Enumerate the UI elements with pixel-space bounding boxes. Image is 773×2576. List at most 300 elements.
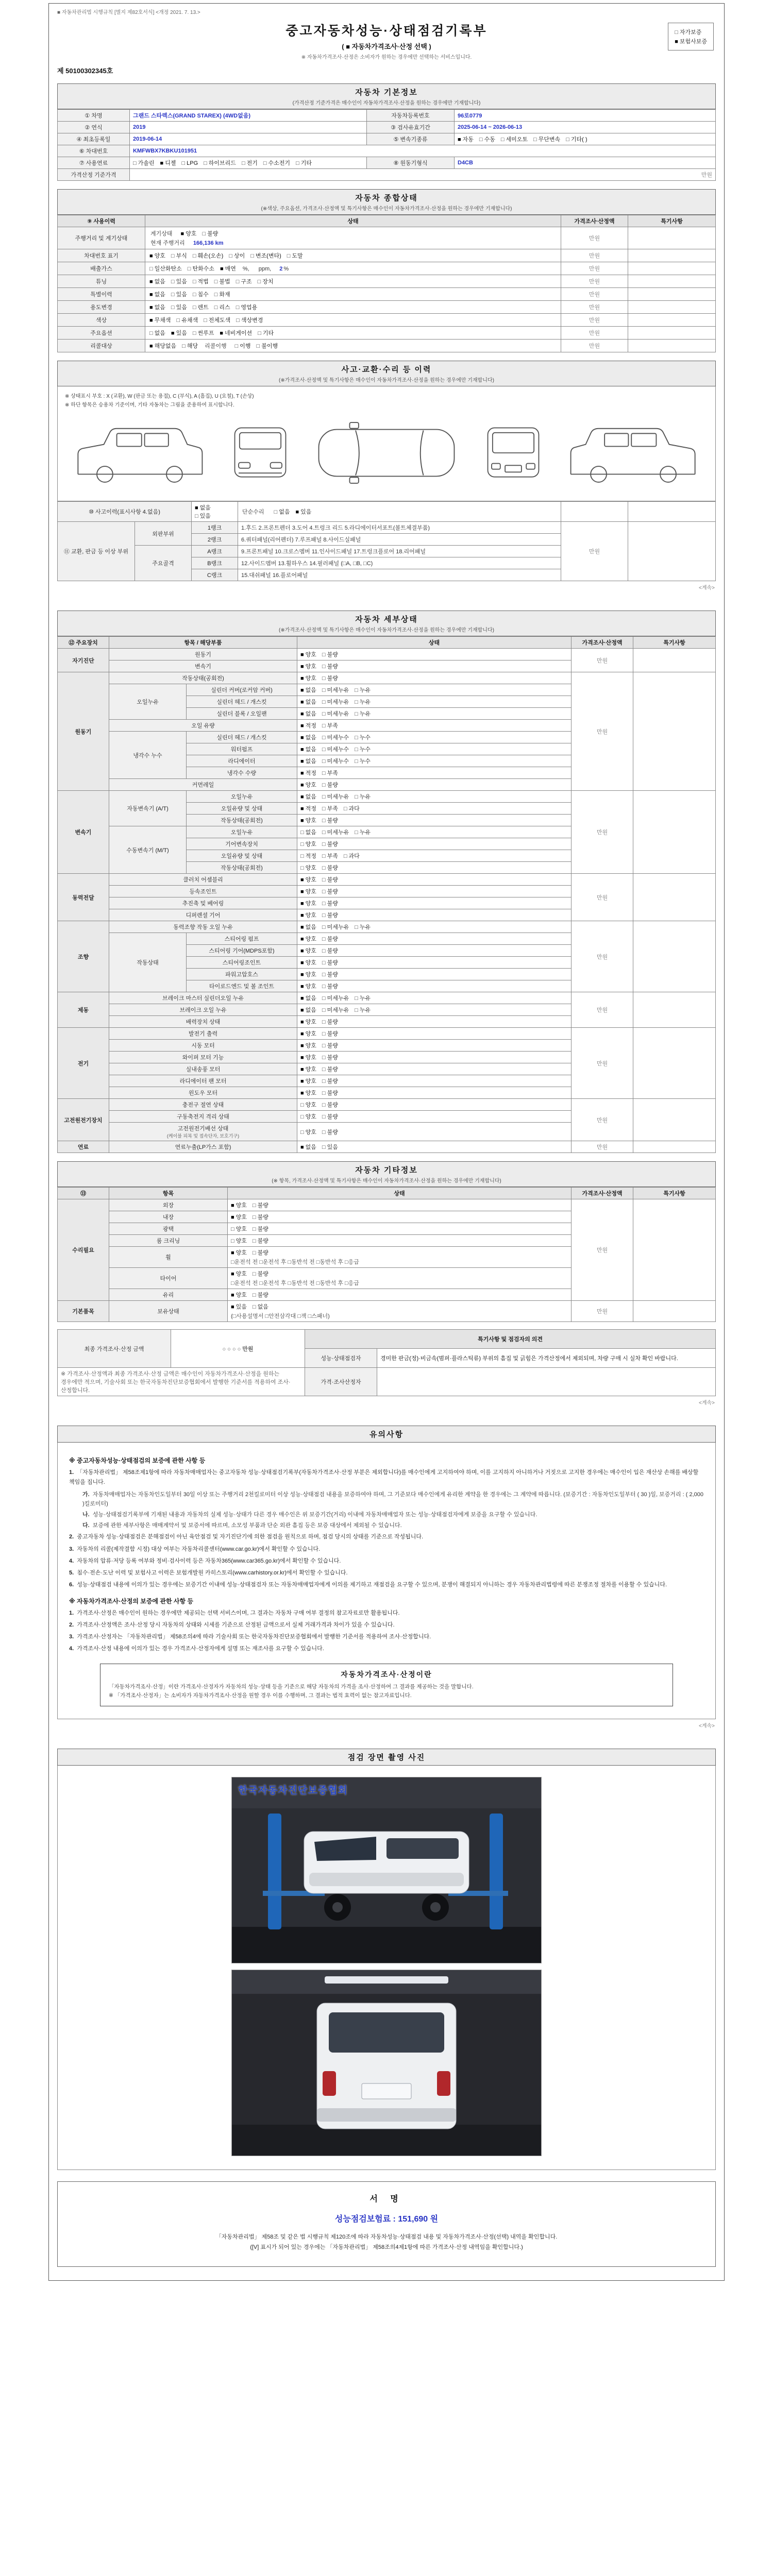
note-cell bbox=[633, 1099, 716, 1141]
section-accident-caption: (※가격조사·산정액 및 특기사항은 매수인이 자동차가격조사·산정을 원하는 경우에만 기재합니다) bbox=[279, 378, 494, 383]
option-group bbox=[300, 1043, 344, 1049]
checkbox: □ bbox=[187, 266, 191, 272]
checkbox: □ bbox=[355, 829, 358, 836]
note-cell bbox=[628, 314, 716, 327]
table-row bbox=[58, 110, 716, 122]
checkbox-option bbox=[193, 292, 209, 298]
option-group bbox=[300, 1031, 344, 1037]
summary-col-amount: 가격조사·산정액 bbox=[561, 215, 628, 227]
checkbox-option bbox=[231, 1271, 247, 1277]
base-price-value: 만원 bbox=[130, 169, 716, 181]
checkbox: ■ bbox=[300, 889, 304, 895]
summary-col-item: ⑨ 사용이력 bbox=[58, 215, 145, 227]
checkbox-option bbox=[300, 972, 316, 978]
item-label bbox=[109, 1099, 297, 1111]
option-label: 적정 bbox=[305, 806, 316, 812]
checkbox: ■ bbox=[300, 984, 304, 990]
option-label: 누수 bbox=[359, 747, 371, 753]
checkbox-option bbox=[171, 330, 187, 336]
state-cell bbox=[228, 1268, 572, 1289]
option-label: 영업용 bbox=[241, 304, 258, 311]
item-label-text: 원동기 bbox=[195, 652, 211, 658]
option-label: 있음 bbox=[300, 509, 312, 515]
subitem-label: 스티어링조인트 bbox=[187, 957, 297, 969]
checkbox-option bbox=[300, 699, 316, 705]
option-label: 누유 bbox=[359, 687, 371, 693]
option-label: 훼손(오손) bbox=[197, 253, 224, 259]
item-label bbox=[109, 720, 297, 732]
continue-mark: <계속> bbox=[699, 585, 715, 591]
detail-row bbox=[58, 791, 716, 803]
checkbox: □ bbox=[675, 29, 678, 36]
option-label: 적정 bbox=[305, 770, 316, 776]
notice-number: 2. bbox=[69, 1621, 74, 1628]
option-label: 일산화탄소 bbox=[154, 266, 182, 272]
note-cell bbox=[633, 649, 716, 672]
item-label bbox=[109, 649, 297, 660]
checkbox-option bbox=[355, 699, 371, 705]
checkbox-option bbox=[322, 877, 338, 883]
state-cell bbox=[145, 249, 561, 262]
checkbox: □ bbox=[322, 829, 326, 836]
checkbox-option bbox=[322, 829, 349, 836]
checkbox: □ bbox=[322, 1019, 326, 1025]
static-text: %, bbox=[242, 266, 249, 272]
option-group bbox=[300, 1102, 344, 1108]
checkbox-option bbox=[149, 330, 165, 336]
option-label: 미세누유 bbox=[327, 1007, 349, 1013]
state-line bbox=[148, 315, 558, 325]
option-group bbox=[149, 330, 193, 336]
continue-mark: <계속> bbox=[699, 1400, 715, 1406]
checkbox: □ bbox=[252, 1214, 256, 1221]
group-label: 기본품목 bbox=[58, 1301, 109, 1322]
item-label bbox=[109, 1211, 228, 1223]
car-diagrams bbox=[65, 409, 708, 499]
group-label: 고전원전기장치 bbox=[58, 1099, 109, 1141]
inspection-fee bbox=[73, 2212, 700, 2224]
checkbox-option bbox=[287, 253, 303, 259]
item-label bbox=[109, 1087, 297, 1099]
table-header-row bbox=[58, 1188, 716, 1199]
checkbox-option bbox=[181, 231, 197, 237]
checkbox: □ bbox=[252, 1304, 256, 1310]
detail-col-state: 상태 bbox=[297, 637, 572, 649]
notice-subtext: 자동차매매업자는 자동차인도일부터 30일 이상 또는 주행거리 2천킬로미터 이상 성능·상태점검 내용을 보증하여야 하며, 그 기준보다 매수인에게 유리한 계약을 한 경우에는 그 계약에 따릅니다. (보증기간 : 자동차인도일부터 ( 30 )일, 보증거리 : ( 2,000 )킬로미터) bbox=[82, 1491, 703, 1507]
extra-options: □운전석 전 □운전석 후 □동반석 전 □동반석 후 □응급 bbox=[231, 1259, 359, 1265]
checkbox: ■ bbox=[300, 936, 304, 942]
item-sublabel: (케이블 피복 및 접속단자, 보호기구) bbox=[166, 1133, 240, 1139]
section-detail-caption: (※가격조사·산정액 및 특기사항은 매수인이 자동차가격조사·산정을 원하는 경우에만 기재합니다) bbox=[279, 628, 494, 633]
checkbox: □ bbox=[322, 960, 326, 966]
checkbox-option bbox=[202, 231, 218, 237]
state-line bbox=[148, 302, 558, 312]
checkbox: □ bbox=[322, 687, 326, 693]
state-cell bbox=[297, 708, 572, 720]
option-label: 리스 bbox=[219, 304, 230, 311]
checkbox: ■ bbox=[231, 1304, 234, 1310]
note-cell bbox=[633, 1141, 716, 1153]
checkbox-option bbox=[300, 912, 316, 919]
checkbox: □ bbox=[322, 747, 326, 753]
checkbox-option bbox=[322, 995, 349, 1002]
option-label: 양호 bbox=[236, 1226, 247, 1232]
option-label: 세미오토 bbox=[506, 137, 528, 143]
checkbox: □ bbox=[133, 160, 137, 166]
option-label: 변조(변타) bbox=[255, 253, 281, 259]
option-label: 불량 bbox=[327, 877, 338, 883]
option-label: 디젤 bbox=[165, 160, 176, 166]
checkbox-option bbox=[296, 160, 312, 166]
header-note: ※ 자동차가격조사·산정은 소비자가 원하는 경우에만 선택하는 서비스입니다. bbox=[301, 55, 472, 60]
summary-row bbox=[58, 275, 716, 288]
option-label: 해당 bbox=[187, 343, 198, 349]
item-label bbox=[109, 1235, 228, 1247]
final-price-note: ※ 가격조사·산정액과 최종 가격조사·산정 금액은 매수인이 자동차가격조사·산정을 원하는 경우에만 적으며, 기술사회 또는 한국자동차진단보증협회에서 발행한 기준서를 적용하여 조사·산정합니다. bbox=[58, 1368, 305, 1396]
static-text: % bbox=[283, 266, 289, 272]
checkbox-option bbox=[229, 253, 245, 259]
group-label: 제동 bbox=[58, 992, 109, 1028]
checkbox: □ bbox=[500, 137, 505, 143]
state-cell bbox=[297, 933, 572, 945]
checkbox: □ bbox=[322, 1007, 326, 1013]
amount-cell: 만원 bbox=[572, 1141, 633, 1153]
state-cell bbox=[297, 791, 572, 803]
option-group bbox=[300, 1114, 344, 1120]
checkbox-option bbox=[182, 343, 198, 349]
subitem-label: 라디에이터 bbox=[187, 755, 297, 767]
item-label: 특별이력 bbox=[58, 288, 145, 301]
checkbox: ■ bbox=[300, 1007, 304, 1013]
accident-history-options bbox=[192, 502, 238, 522]
checkbox: ■ bbox=[300, 664, 304, 670]
accident-history-label: ⑩ 사고이력(표시사항 4.없음) bbox=[58, 502, 192, 522]
state-cell bbox=[297, 957, 572, 969]
item-label-text: 브레이크 마스터 실린더오일 누유 bbox=[162, 995, 244, 1002]
option-label: 없음 bbox=[305, 735, 316, 741]
checkbox: ■ bbox=[300, 723, 304, 729]
static-text: 현재 주행거리 bbox=[150, 240, 185, 246]
checkbox-option bbox=[242, 160, 258, 166]
option-group bbox=[300, 794, 376, 800]
checkbox-option bbox=[533, 137, 560, 143]
note-cell bbox=[633, 791, 716, 874]
option-label: 미세누유 bbox=[327, 829, 349, 836]
option-label: 양호 bbox=[236, 1250, 247, 1256]
rank-row bbox=[58, 522, 716, 534]
notice-text: 침수·전손·도난 이력 및 보험사고 이력은 보험개발원 카히스토리(www.carhistory.or.kr)에서 확인할 수 있습니다. bbox=[77, 1570, 348, 1576]
checkbox-option bbox=[300, 652, 316, 658]
option-group bbox=[300, 687, 376, 693]
simple-repair-cell bbox=[238, 502, 561, 522]
checkbox-option bbox=[322, 711, 349, 717]
option-label: 없음 bbox=[305, 829, 316, 836]
checkbox-option bbox=[300, 782, 316, 788]
option-group bbox=[300, 652, 344, 658]
option-group bbox=[300, 972, 344, 978]
option-label: 있음 bbox=[176, 292, 187, 298]
item-label bbox=[109, 779, 297, 791]
item-label: 배출가스 bbox=[58, 262, 145, 275]
checkbox-option bbox=[236, 279, 252, 285]
checkbox: □ bbox=[322, 984, 326, 990]
state-cell bbox=[297, 874, 572, 886]
item-label-text: 오일누유 bbox=[137, 699, 159, 705]
checkbox-option bbox=[322, 735, 349, 741]
checkbox: □ bbox=[192, 330, 196, 336]
notice-number: 2. bbox=[69, 1534, 74, 1540]
section-etc-header bbox=[57, 1161, 716, 1187]
subitem-label: 실린더 헤드 / 개스킷 bbox=[187, 732, 297, 743]
checkbox: ■ bbox=[149, 317, 153, 324]
option-label: 수동 bbox=[484, 137, 495, 143]
price-definition-title: 자동차가격조사·산정이란 bbox=[341, 1670, 432, 1679]
item-label bbox=[109, 1040, 297, 1052]
amount-cell: 만원 bbox=[572, 1301, 633, 1322]
notice-heading: ※ 자동차가격조사·산정의 보증에 관한 사항 등 bbox=[69, 1597, 193, 1605]
checkbox-option bbox=[204, 160, 236, 166]
checkbox: □ bbox=[258, 330, 261, 336]
checkbox-option bbox=[501, 137, 528, 143]
summary-table bbox=[57, 215, 716, 352]
state-line bbox=[148, 251, 558, 260]
year-value: 2019 bbox=[130, 122, 367, 133]
rank-items: 1.후드 2.프론트펜더 3.도어 4.트렁크 리드 5.라디에이터서포트(볼트체결부품) bbox=[238, 522, 561, 534]
option-label: 장치 bbox=[262, 279, 274, 285]
notice-item bbox=[69, 1556, 704, 1566]
section-summary-title: 자동차 종합상태 bbox=[355, 194, 418, 202]
summary-row bbox=[58, 314, 716, 327]
option-group bbox=[193, 304, 263, 311]
state-cell bbox=[297, 1099, 572, 1111]
option-label: 있음 bbox=[327, 1144, 338, 1150]
checkbox-option bbox=[322, 1144, 338, 1150]
option-group bbox=[300, 758, 376, 765]
document-header bbox=[57, 15, 716, 63]
state-code-legend: ※ 상태표시 부호 : X (교환), W (판금 또는 용접), C (부식), A (흠집), U (요철), T (손상) bbox=[65, 394, 254, 399]
table-row bbox=[58, 157, 716, 169]
item-label-text: 변속기 bbox=[195, 664, 211, 670]
note-cell bbox=[628, 502, 716, 522]
state-cell bbox=[297, 649, 572, 660]
checkbox-option bbox=[195, 505, 211, 511]
option-group bbox=[300, 770, 344, 776]
state-line bbox=[148, 277, 558, 286]
checkbox-option bbox=[322, 912, 338, 919]
checkbox-option bbox=[322, 723, 338, 729]
option-label: 누유 bbox=[359, 924, 371, 930]
notice-subnumber: 나. bbox=[82, 1511, 90, 1518]
checkbox: □ bbox=[322, 782, 326, 788]
state-cell bbox=[297, 826, 572, 838]
checkbox: ■ bbox=[300, 924, 304, 930]
option-group bbox=[274, 509, 317, 515]
option-label: 매연 bbox=[225, 266, 236, 272]
option-label: 불량 bbox=[327, 1078, 338, 1084]
option-label: 있음 bbox=[199, 513, 211, 519]
summary-col-state: 상태 bbox=[145, 215, 561, 227]
item-label-text: 충전구 절연 상태 bbox=[182, 1102, 224, 1108]
option-label: 수소전기 bbox=[268, 160, 291, 166]
option-group bbox=[149, 304, 193, 311]
option-label: 탄화수소 bbox=[192, 266, 214, 272]
option-label: 미세누수 bbox=[327, 747, 349, 753]
option-label: 가솔린 bbox=[138, 160, 155, 166]
checkbox-option bbox=[214, 279, 230, 285]
item-label bbox=[109, 732, 187, 779]
item-label-text: 오일 유량 bbox=[191, 723, 215, 729]
subitem-label: 파워고압호스 bbox=[187, 969, 297, 980]
option-label: 불량 bbox=[257, 1292, 268, 1298]
option-label: 자가보증 bbox=[679, 29, 702, 36]
state-cell bbox=[145, 288, 561, 301]
checkbox-option bbox=[253, 1250, 268, 1256]
fuel-label: ⑦ 사용연료 bbox=[58, 157, 130, 169]
checkbox-option bbox=[322, 1043, 338, 1049]
option-group bbox=[300, 901, 344, 907]
group-label: 원동기 bbox=[58, 672, 109, 791]
option-group bbox=[231, 1304, 274, 1310]
checkbox-option bbox=[322, 758, 349, 765]
etc-col-group: ⑬ bbox=[58, 1188, 109, 1199]
checkbox-option bbox=[171, 304, 187, 311]
checkbox: □ bbox=[231, 1238, 234, 1244]
state-cell bbox=[228, 1223, 572, 1235]
item-label bbox=[109, 684, 187, 720]
checkbox: □ bbox=[322, 735, 326, 741]
option-label: 양호 bbox=[305, 1066, 316, 1073]
checkbox: □ bbox=[287, 253, 291, 259]
notice-number: 3. bbox=[69, 1546, 74, 1552]
checkbox-option bbox=[231, 1202, 247, 1209]
option-label: 불량 bbox=[327, 936, 338, 942]
checkbox: □ bbox=[343, 853, 347, 859]
option-label: 불량 bbox=[327, 818, 338, 824]
checkbox-option bbox=[231, 1250, 247, 1256]
notice-item bbox=[69, 1620, 704, 1630]
checkbox-option bbox=[322, 960, 338, 966]
item-label bbox=[109, 1289, 228, 1301]
first-reg-value: 2019-06-14 bbox=[130, 133, 367, 145]
rank-items: 6.쿼터패널(리어펜더) 7.루프패널 8.사이드실패널 bbox=[238, 534, 561, 546]
option-group bbox=[300, 960, 344, 966]
item-label: 튜닝 bbox=[58, 275, 145, 288]
detail-row bbox=[58, 1141, 716, 1153]
engine-type-value: D4CB bbox=[455, 157, 716, 169]
checkbox: □ bbox=[252, 1271, 256, 1277]
checkbox: ■ bbox=[300, 794, 304, 800]
option-group bbox=[300, 818, 344, 824]
subitem-label: 워터펌프 bbox=[187, 743, 297, 755]
table-row bbox=[58, 133, 716, 145]
checkbox-option bbox=[300, 818, 316, 824]
option-label: 무단변속 bbox=[538, 137, 561, 143]
group-label: 수리필요 bbox=[58, 1199, 109, 1301]
option-group bbox=[231, 1292, 274, 1298]
checkbox: ■ bbox=[295, 509, 299, 515]
option-label: 부족 bbox=[327, 853, 338, 859]
state-cell bbox=[297, 1141, 572, 1153]
subitem-label: 타이로드엔드 및 볼 조인트 bbox=[187, 980, 297, 992]
state-cell bbox=[297, 672, 572, 684]
subitem-label: 오일누유 bbox=[187, 826, 297, 838]
state-cell bbox=[297, 1087, 572, 1099]
notice-item bbox=[69, 1545, 704, 1554]
checkbox-option bbox=[181, 160, 198, 166]
checkbox-option bbox=[300, 984, 316, 990]
option-label: 없음 bbox=[305, 1007, 316, 1013]
option-label: 불량 bbox=[257, 1202, 268, 1209]
simple-repair-options bbox=[274, 509, 317, 515]
option-group bbox=[300, 1090, 344, 1096]
option-group bbox=[300, 1129, 344, 1136]
amount-cell: 만원 bbox=[572, 992, 633, 1028]
checkbox: ■ bbox=[149, 304, 153, 311]
option-group bbox=[181, 231, 224, 237]
checkbox-option bbox=[258, 330, 274, 336]
state-cell bbox=[145, 340, 561, 352]
checkbox: □ bbox=[300, 841, 304, 848]
etc-table bbox=[57, 1187, 716, 1322]
subitem-label: 스티어링 기어(MDPS포함) bbox=[187, 945, 297, 957]
checkbox-option bbox=[355, 735, 371, 741]
option-label: 양호 bbox=[305, 877, 316, 883]
table-row bbox=[58, 1368, 716, 1396]
option-label: 누유 bbox=[359, 995, 371, 1002]
checkbox-option bbox=[220, 266, 236, 272]
option-group bbox=[149, 253, 309, 259]
checkbox-option bbox=[300, 1078, 316, 1084]
checkbox-option bbox=[149, 317, 171, 324]
summary-row bbox=[58, 327, 716, 340]
notice-subitem bbox=[82, 1521, 704, 1531]
option-label: 불량 bbox=[327, 1066, 338, 1073]
value-text: 166,136 km bbox=[193, 240, 224, 246]
checkbox-option bbox=[344, 806, 360, 812]
option-label: 불량 bbox=[327, 664, 338, 670]
detail-row bbox=[58, 874, 716, 886]
final-price-label: 최종 가격조사·산정 금액 bbox=[58, 1330, 171, 1368]
checkbox-option bbox=[355, 711, 371, 717]
checkbox: □ bbox=[236, 304, 240, 311]
checkbox: □ bbox=[322, 723, 326, 729]
option-label: 양호 bbox=[305, 1078, 316, 1084]
checkbox: □ bbox=[355, 758, 358, 765]
checkbox-option bbox=[322, 770, 338, 776]
option-label: 불량 bbox=[327, 912, 338, 919]
checkbox-option bbox=[355, 829, 371, 836]
reg-no-label: 자동차등록번호 bbox=[367, 110, 455, 122]
item-label: 주행거리 및 계기상태 bbox=[58, 227, 145, 249]
static-text: 계기상태 bbox=[150, 231, 173, 237]
state-cell bbox=[297, 969, 572, 980]
checkbox: □ bbox=[355, 995, 358, 1002]
signature-section bbox=[57, 2181, 716, 2267]
option-label: 양호 bbox=[305, 972, 316, 978]
checkbox: □ bbox=[236, 317, 240, 324]
checkbox: □ bbox=[256, 343, 260, 349]
item-label-text: 등속조인트 bbox=[189, 889, 217, 895]
state-line bbox=[148, 229, 558, 238]
checkbox: ■ bbox=[220, 330, 224, 336]
option-group bbox=[458, 137, 593, 143]
item-label-text: 커먼레일 bbox=[192, 782, 214, 788]
notice-text: 자동차의 압류·저당 등록 여부와 정비·검사이력 등은 자동차365(www.car365.go.kr)에서 확인할 수 있습니다. bbox=[77, 1557, 341, 1564]
state-cell bbox=[297, 767, 572, 779]
detail-table bbox=[57, 636, 716, 1153]
subitem-label: 오일누유 bbox=[187, 791, 297, 803]
checkbox-option bbox=[300, 1090, 316, 1096]
